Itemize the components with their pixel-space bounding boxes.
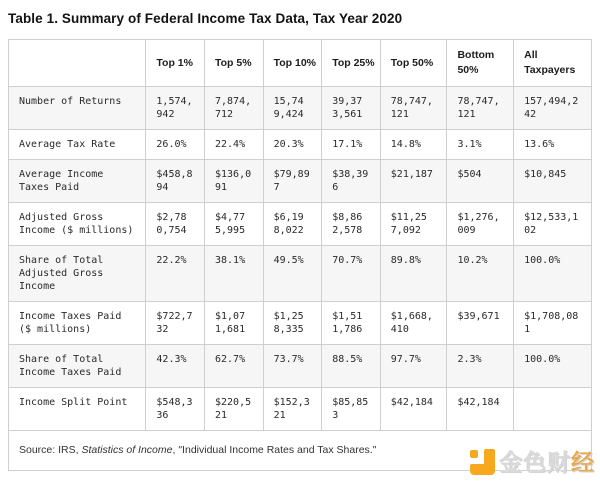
data-cell: 62.7% <box>205 345 264 388</box>
data-cell: 38.1% <box>205 246 264 302</box>
data-cell: $38,396 <box>322 160 381 203</box>
column-header-all-taxpayers: All Taxpayers <box>514 40 592 87</box>
data-cell: 22.4% <box>205 130 264 160</box>
data-cell: 39,373,561 <box>322 87 381 130</box>
data-cell: 14.8% <box>380 130 447 160</box>
data-cell: $6,198,022 <box>263 203 322 246</box>
table-row-average-tax-rate <box>9 130 592 160</box>
data-cell: $79,897 <box>263 160 322 203</box>
data-cell: $85,853 <box>322 388 381 431</box>
data-cell: 7,874,712 <box>205 87 264 130</box>
column-header-top10: Top 10% <box>263 40 322 87</box>
data-cell: $1,708,081 <box>514 302 592 345</box>
source-prefix: Source: IRS, <box>19 444 82 456</box>
data-cell: 157,494,242 <box>514 87 592 130</box>
data-cell: 100.0% <box>514 345 592 388</box>
data-cell: 3.1% <box>447 130 514 160</box>
data-cell: 89.8% <box>380 246 447 302</box>
data-cell <box>514 388 592 431</box>
column-header-top5: Top 5% <box>205 40 264 87</box>
source-row <box>9 431 592 471</box>
row-label: Income Split Point <box>9 388 146 431</box>
data-cell: 97.7% <box>380 345 447 388</box>
data-cell: $458,894 <box>146 160 205 203</box>
column-header-bottom50: Bottom 50% <box>447 40 514 87</box>
data-cell: $21,187 <box>380 160 447 203</box>
watermark-brand-accent: 经 <box>571 449 595 475</box>
data-cell: $42,184 <box>447 388 514 431</box>
row-label: Average Income Taxes Paid <box>9 160 146 203</box>
data-cell: $10,845 <box>514 160 592 203</box>
row-label: Adjusted Gross Income ($ millions) <box>9 203 146 246</box>
data-cell: 13.6% <box>514 130 592 160</box>
data-cell: $722,732 <box>146 302 205 345</box>
data-cell: $1,276,009 <box>447 203 514 246</box>
header-row <box>9 40 592 87</box>
column-header-top50: Top 50% <box>380 40 447 87</box>
row-label: Share of Total Income Taxes Paid <box>9 345 146 388</box>
column-header-empty <box>9 40 146 87</box>
table-row-share-of-total-income-taxes <box>9 345 592 388</box>
data-cell: $1,668,410 <box>380 302 447 345</box>
data-cell: $220,521 <box>205 388 264 431</box>
data-cell: 70.7% <box>322 246 381 302</box>
data-cell: $2,780,754 <box>146 203 205 246</box>
data-cell: 17.1% <box>322 130 381 160</box>
data-cell: 26.0% <box>146 130 205 160</box>
data-cell: 100.0% <box>514 246 592 302</box>
data-cell: 1,574,942 <box>146 87 205 130</box>
data-cell: $136,091 <box>205 160 264 203</box>
data-cell: $1,071,681 <box>205 302 264 345</box>
table-row-number-of-returns <box>9 87 592 130</box>
table-row-share-of-total-agi <box>9 246 592 302</box>
data-cell: $504 <box>447 160 514 203</box>
data-cell: 88.5% <box>322 345 381 388</box>
data-cell: 78,747,121 <box>447 87 514 130</box>
row-label: Average Tax Rate <box>9 130 146 160</box>
table-row-adjusted-gross-income <box>9 203 592 246</box>
column-header-top1: Top 1% <box>146 40 205 87</box>
data-cell: $39,671 <box>447 302 514 345</box>
tax-summary-table <box>8 39 592 471</box>
table-row-income-split-point <box>9 388 592 431</box>
data-cell: 73.7% <box>263 345 322 388</box>
data-cell: 2.3% <box>447 345 514 388</box>
data-cell: $548,336 <box>146 388 205 431</box>
watermark-brand-main: 金色财 <box>499 449 571 475</box>
data-cell: 42.3% <box>146 345 205 388</box>
data-cell: 49.5% <box>263 246 322 302</box>
source-work-title: Statistics of Income <box>81 444 173 456</box>
table-row-average-income-taxes-paid <box>9 160 592 203</box>
data-cell: 20.3% <box>263 130 322 160</box>
source-suffix: , "Individual Income Rates and Tax Shares." <box>172 444 377 456</box>
data-cell: $12,533,102 <box>514 203 592 246</box>
data-cell: 78,747,121 <box>380 87 447 130</box>
source-note <box>9 431 592 471</box>
row-label: Income Taxes Paid ($ millions) <box>9 302 146 345</box>
page-title: Table 1. Summary of Federal Income Tax Data, Tax Year 2020 <box>8 11 403 26</box>
row-label: Share of Total Adjusted Gross Income <box>9 246 146 302</box>
data-cell: $1,511,786 <box>322 302 381 345</box>
data-cell: 15,749,424 <box>263 87 322 130</box>
data-cell: 22.2% <box>146 246 205 302</box>
row-label: Number of Returns <box>9 87 146 130</box>
data-cell: $1,258,335 <box>263 302 322 345</box>
data-cell: $11,257,092 <box>380 203 447 246</box>
table-row-income-taxes-paid <box>9 302 592 345</box>
data-cell: $8,862,578 <box>322 203 381 246</box>
data-cell: $152,321 <box>263 388 322 431</box>
column-header-top25: Top 25% <box>322 40 381 87</box>
data-cell: $42,184 <box>380 388 447 431</box>
data-cell: $4,775,995 <box>205 203 264 246</box>
data-cell: 10.2% <box>447 246 514 302</box>
